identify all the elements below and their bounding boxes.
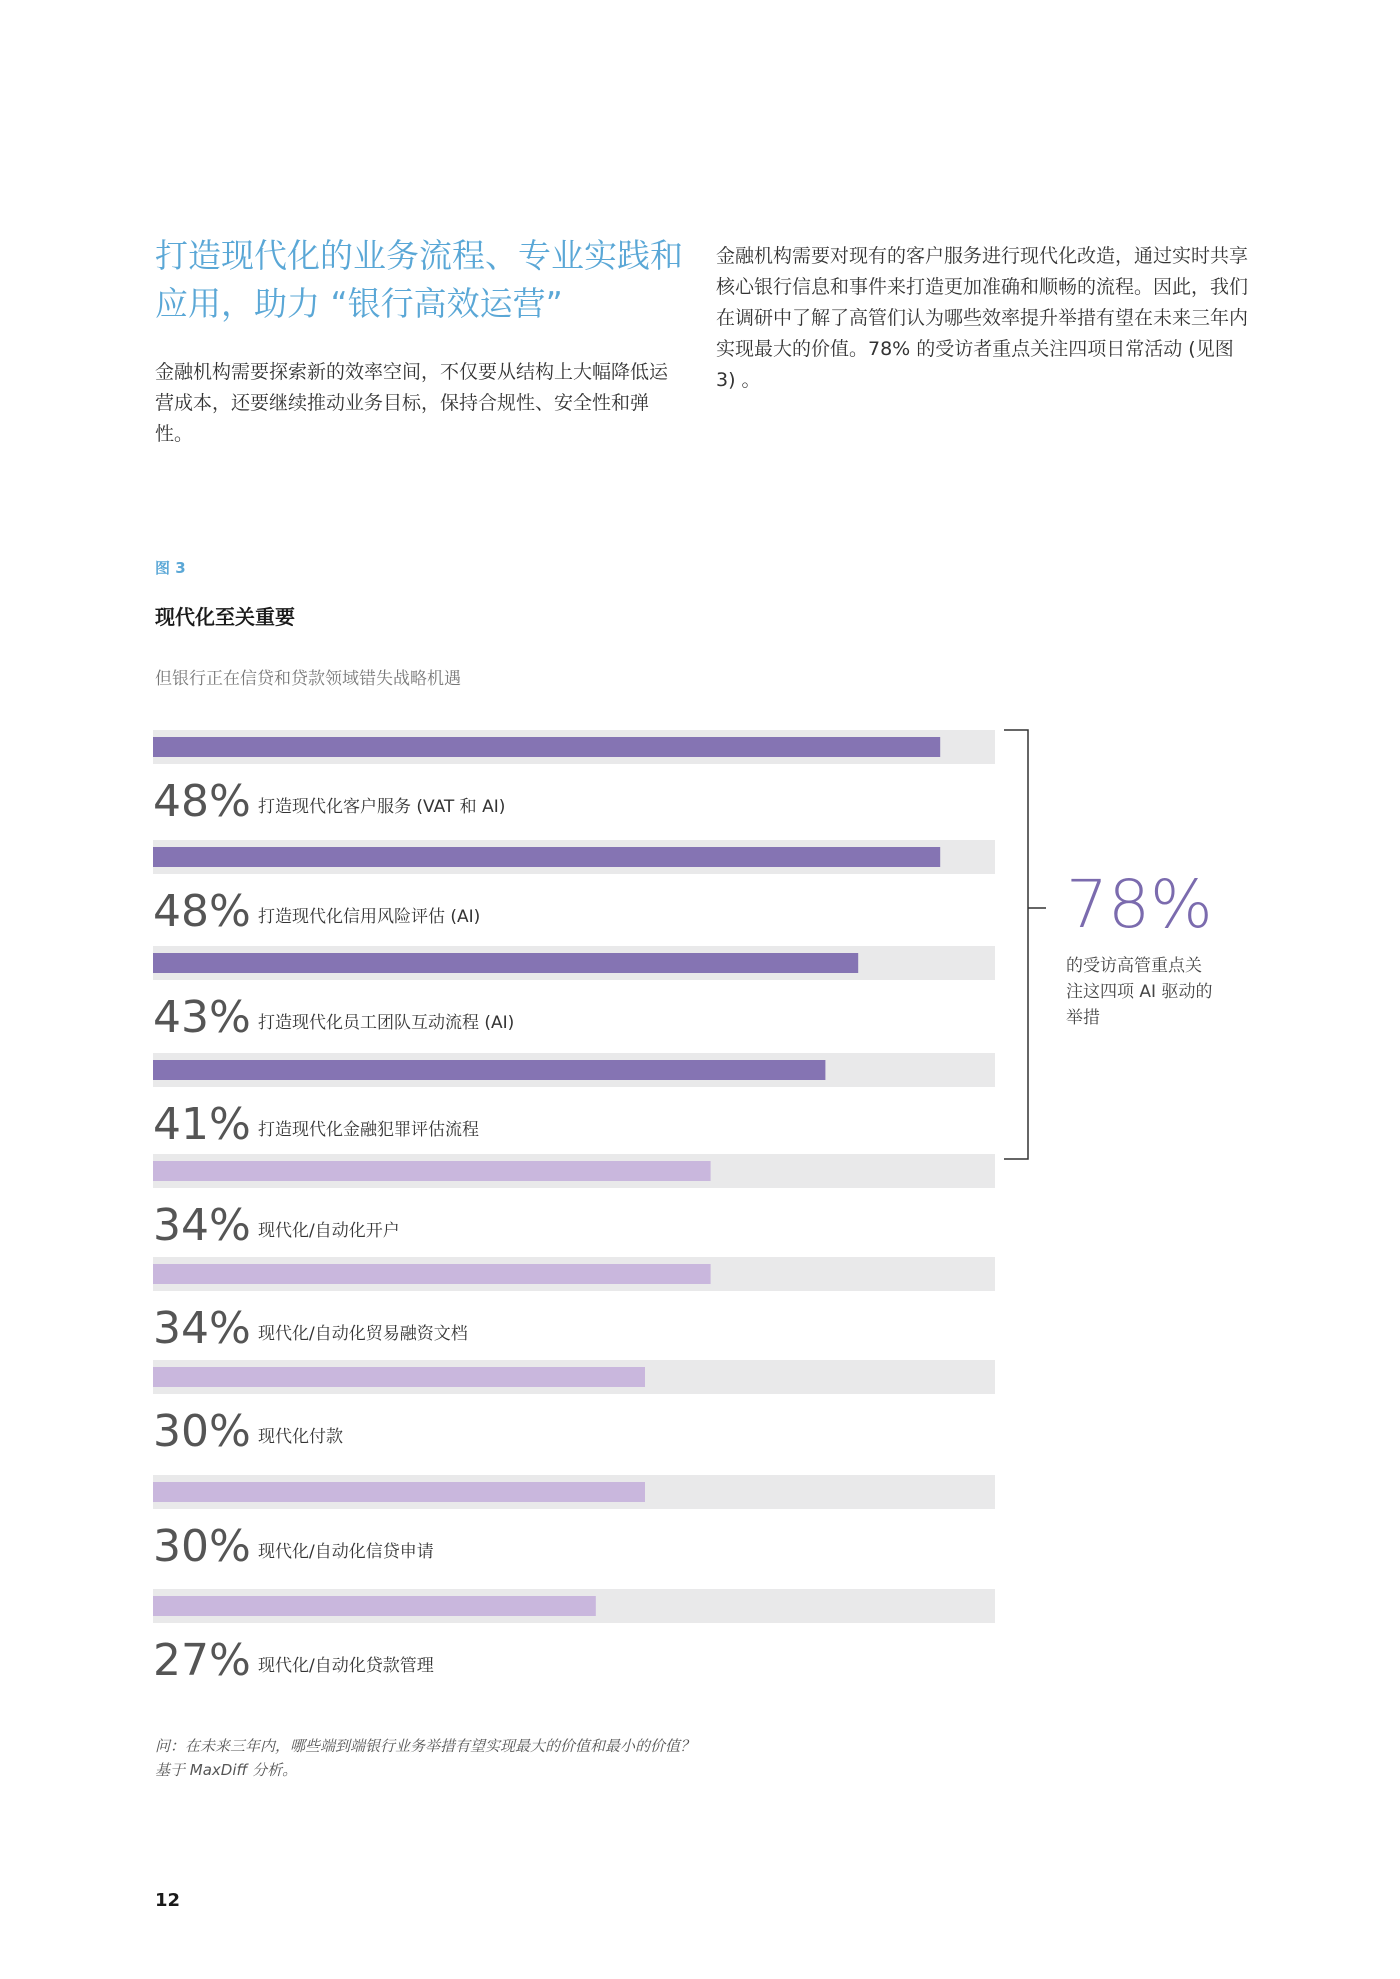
bar (153, 1060, 825, 1080)
bar-category-label: 现代化付款 (258, 1427, 343, 1447)
page-number: 12 (155, 1890, 181, 1911)
bar-category-label: 现代化/自动化开户 (258, 1221, 400, 1241)
bar-value-label: 41% (153, 1099, 251, 1150)
bar-value-label: 34% (153, 1200, 251, 1251)
bar-category-label: 现代化/自动化贸易融资文档 (258, 1324, 468, 1344)
bar-value-label: 30% (153, 1406, 251, 1457)
chart-subtitle: 但银行正在信贷和贷款领域错失战略机遇 (155, 669, 461, 689)
bar-value-label: 48% (153, 886, 251, 937)
highlight-note: 的受访高管重点关注这四项 AI 驱动的举措 (1066, 956, 1213, 1028)
bar-category-label: 现代化/自动化信贷申请 (258, 1542, 434, 1562)
bar-value-label: 48% (153, 776, 251, 827)
bar (153, 1161, 711, 1181)
bar (153, 1482, 645, 1502)
bar (153, 737, 940, 757)
bar-value-label: 34% (153, 1303, 251, 1354)
highlight-bracket (1004, 730, 1046, 1159)
bar-category-label: 打造现代化员工团队互动流程 (AI) (258, 1013, 515, 1033)
chart-title: 现代化至关重要 (155, 605, 295, 629)
bar-category-label: 打造现代化金融犯罪评估流程 (258, 1120, 479, 1140)
right-column-paragraph: 金融机构需要对现有的客户服务进行现代化改造，通过实时共享核心银行信息和事件来打造更加准确和顺畅的流程。因此，我们在调研中了解了高管们认为哪些效率提升举措有望在未来三年内实现最大的价值。78% 的受访者重点关注四项日常活动 (见图 3) 。 (716, 245, 1249, 391)
bar (153, 1264, 711, 1284)
bar-category-label: 打造现代化客户服务 (VAT 和 AI) (258, 797, 506, 817)
bar-category-label: 现代化/自动化贷款管理 (258, 1656, 434, 1676)
bar (153, 1596, 596, 1616)
bar (153, 847, 940, 867)
bar-value-label: 27% (153, 1635, 251, 1686)
section-heading: 打造现代化的业务流程、专业实践和应用，助力 “银行高效运营” (155, 236, 683, 323)
bar (153, 953, 858, 973)
intro-paragraph: 金融机构需要探索新的效率空间，不仅要从结构上大幅降低运营成本，还要继续推动业务目标，保持合规性、安全性和弹性。 (155, 361, 669, 445)
bar-value-label: 43% (153, 992, 251, 1043)
bar-value-label: 30% (153, 1521, 251, 1572)
figure-label: 图 3 (155, 559, 186, 577)
highlight-value: 78% (1066, 866, 1213, 943)
footnote-basis: 基于 MaxDiff 分析。 (155, 1761, 298, 1779)
footnote-question: 问：在未来三年内，哪些端到端银行业务举措有望实现最大的价值和最小的价值？ (155, 1737, 696, 1755)
bar-category-label: 打造现代化信用风险评估 (AI) (258, 907, 481, 927)
bar (153, 1367, 645, 1387)
